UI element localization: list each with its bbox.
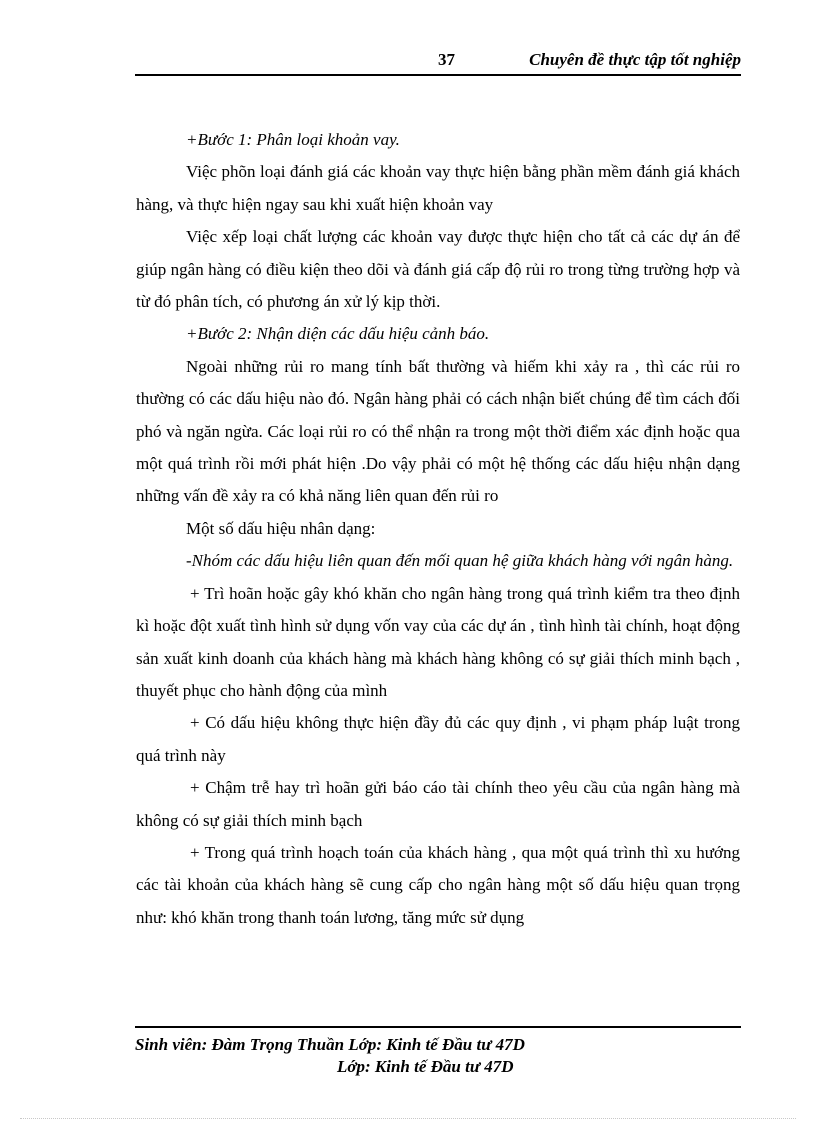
step-heading: +Bước 1: Phân loại khoản vay. bbox=[186, 130, 400, 149]
page-header bbox=[135, 48, 741, 76]
document-body bbox=[136, 124, 740, 934]
footer-student-line: Sinh viên: Đàm Trọng Thuần Lớp: Kinh tế Đầu tư 47D bbox=[135, 1035, 525, 1054]
footer-class-line: Lớp: Kinh tế Đầu tư 47D bbox=[337, 1057, 514, 1076]
paragraph: Ngoài những rủi ro mang tính bất thường và hiếm khi xảy ra , thì các rủi ro thường có các dấu hiệu nào đó. Ngân hàng phải có cách nhận biết chúng để tìm cách đối phó và ngăn ngừa. Các loại rủi ro có thể nhận ra trong một thời điểm xác định hoặc qua một quá trình rồi mới phát hiện .Do vậy phải có một hệ thống các dấu hiệu nhận dạng những vấn đề xảy ra có khả năng liên quan đến rủi ro bbox=[136, 356, 740, 506]
bullet-paragraph: + Có dấu hiệu không thực hiện đầy đủ các quy định , vi phạm pháp luật trong quá trình này bbox=[136, 713, 740, 765]
document-title: Chuyên đề thực tập tốt nghiệp bbox=[529, 50, 741, 69]
page-edge-divider bbox=[20, 1118, 796, 1119]
step-heading: +Bước 2: Nhận diện các dấu hiệu cảnh báo. bbox=[186, 324, 490, 344]
paragraph: Một số dấu hiệu nhân dạng: bbox=[186, 518, 376, 538]
paragraph: Việc phõn loại đánh giá các khoản vay thực hiện bằng phần mềm đánh giá khách hàng, và thực hiện ngay sau khi xuất hiện khoản vay bbox=[136, 162, 740, 214]
page-footer bbox=[135, 1026, 741, 1078]
bullet-paragraph: + Chậm trễ hay trì hoãn gửi báo cáo tài chính theo yêu cầu của ngân hàng mà không có sự giải thích minh bạch bbox=[136, 778, 740, 830]
group-heading: -Nhóm các dấu hiệu liên quan đến mối quan hệ giữa khách hàng với ngân hàng. bbox=[186, 551, 734, 571]
page-number: 37 bbox=[438, 50, 455, 69]
paragraph: Việc xếp loại chất lượng các khoản vay được thực hiện cho tất cả các dự án để giúp ngân hàng có điều kiện theo dõi và đánh giá cấp độ rủi ro trong từng trường hợp và từ đó phân tích, có phương án xử lý kịp thời. bbox=[136, 227, 740, 312]
bullet-paragraph: + Trì hoãn hoặc gây khó khăn cho ngân hàng trong quá trình kiểm tra theo định kì hoặc đột xuất tình hình sử dụng vốn vay của các dự án , tình hình tài chính, hoạt động sản xuất kinh doanh của khách hàng mà khách hàng không có sự giải thích minh bạch , thuyết phục cho hành động của mình bbox=[136, 583, 740, 700]
bullet-paragraph: + Trong quá trình hoạch toán của khách hàng , qua một quá trình thì xu hướng các tài khoản của khách hàng sẽ cung cấp cho ngân hàng một số dấu hiệu quan trọng như: khó khăn trong thanh toán lương, tăng mức sử dụng bbox=[136, 842, 740, 927]
